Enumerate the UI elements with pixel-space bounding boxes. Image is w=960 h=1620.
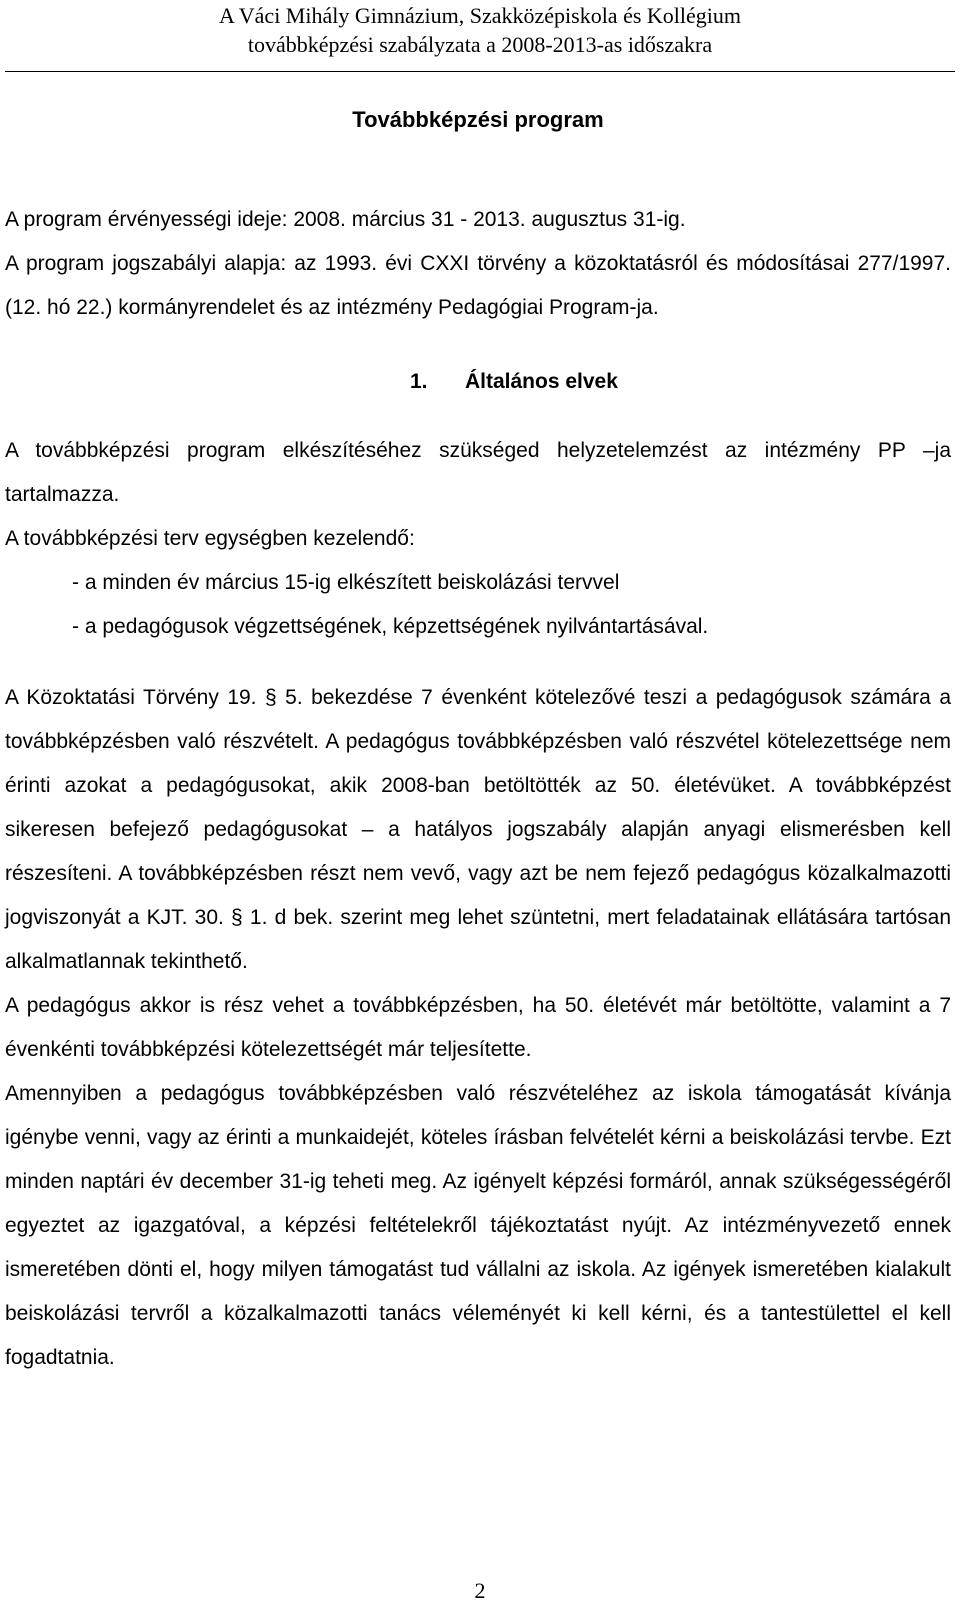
list-item: - a minden év március 15-ig elkészített beiskolázási tervvel <box>72 571 620 594</box>
list-item: - a pedagógusok végzettségének, képzettségének nyilvántartásával. <box>72 615 709 638</box>
application-paragraph: Amennyiben a pedagógus továbbképzésben való részvételéhez az iskola támogatását kívánja igénybe venni, vagy az érinti a munkaidejét, köteles írásban felvételét kérni a beiskolázási tervbe. Ezt minden naptári év december 31-ig teheti meg. Az igényelt képzési formáról, annak szükségességéről egyeztet az igazgatóval, a képzési feltételekről tájékoztatást nyújt. Az intézményvezető ennek ismeretében dönti el, hogy milyen támogatást tud vállalni az iskola. Az igények ismeretében kialakult beiskolázási tervről a közalkalmazotti tanács véleményét ki kell kérni, és a tantestülettel el kell fogadtatnia. <box>5 1082 951 1369</box>
page-header <box>0 0 960 59</box>
document-title: Továbbképzési program <box>352 107 604 132</box>
header-divider <box>5 71 955 72</box>
section-title: Általános elvek <box>465 370 618 393</box>
section-heading <box>410 367 951 397</box>
header-subtitle: továbbképzési szabályzata a 2008-2013-as időszakra <box>247 32 713 57</box>
legal-basis-paragraph: A program jogszabályi alapja: az 1993. évi CXXI törvény a közoktatásról és módosításai 277/1997. (12. hó 22.) kormányrendelet és az intézmény Pedagógiai Program-ja. <box>5 252 951 319</box>
header-institution: A Váci Mihály Gimnázium, Szakközépiskola és Kollégium <box>219 3 741 28</box>
plan-unity-intro: A továbbképzési terv egységben kezelendő: <box>5 527 415 550</box>
section-number: 1. <box>410 370 428 393</box>
page-number: 2 <box>474 1578 486 1603</box>
validity-paragraph: A program érvényességi ideje: 2008. március 31 - 2013. augusztus 31-ig. <box>5 208 686 231</box>
paragraph-gap <box>5 649 951 676</box>
document-body <box>5 105 951 1380</box>
obligation-paragraph: A Közoktatási Törvény 19. § 5. bekezdése 7 évenként kötelezővé teszi a pedagógusok számára a továbbképzésben való részvételt. A pedagógus továbbképzésben való részvétel kötelezettsége nem érinti azokat a pedagógusokat, akik 2008-ban betöltötték az 50. életévüket. A továbbképzést sikeresen befejező pedagógusokat – a hatályos jogszabály alapján anyagi elismerésben kell részesíteni. A továbbképzésben részt nem vevő, vagy azt be nem fejező pedagógus közalkalmazotti jogviszonyát a KJT. 30. § 1. d bek. szerint meg lehet szüntetni, mert feladatainak ellátására tartósan alkalmatlannak tekinthető. <box>5 686 951 973</box>
situation-analysis-paragraph: A továbbképzési program elkészítéséhez szükséged helyzetelemzést az intézmény PP –ja tartalmazza. <box>5 439 951 506</box>
age-exception-paragraph: A pedagógus akkor is rész vehet a továbbképzésben, ha 50. életévét már betöltötte, valamint a 7 évenkénti továbbképzési kötelezettségét már teljesítette. <box>5 994 951 1061</box>
